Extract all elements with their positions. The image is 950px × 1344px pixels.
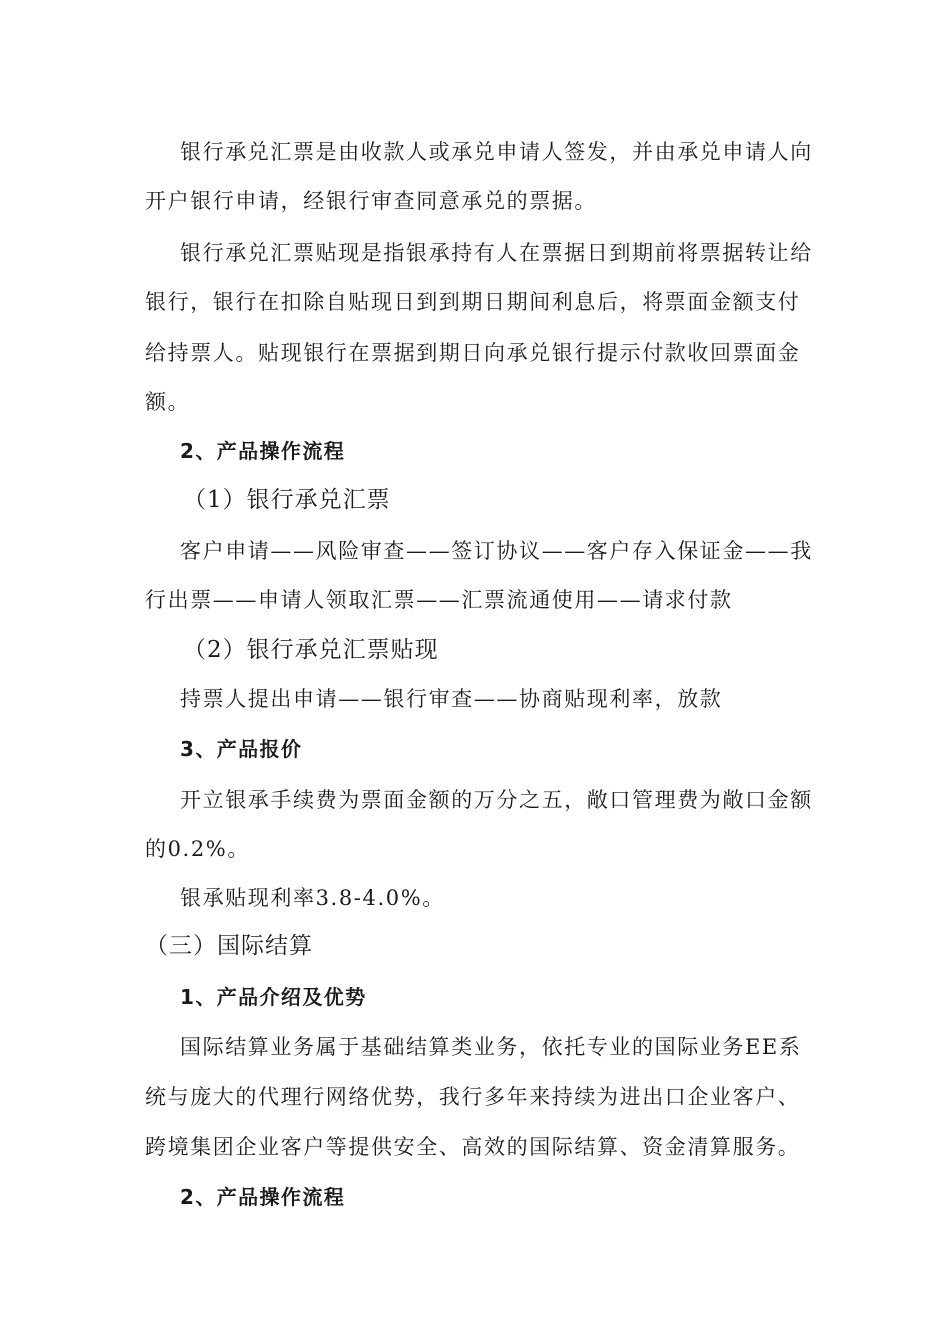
paragraph-line: 跨境集团企业客户等提供安全、高效的国际结算、资金清算服务。 [145,1135,801,1159]
paragraph-line: 给持票人。贴现银行在票据到期日向承兑银行提示付款收回票面金 [145,341,801,365]
paragraph-line: 行出票——申请人领取汇票——汇票流通使用——请求付款 [145,588,733,612]
paragraph-line: 银承贴现利率3.8-4.0%。 [180,886,445,910]
subsection-heading: （1）银行承兑汇票 [183,487,391,513]
section-heading: 2、产品操作流程 [180,1185,346,1209]
paragraph-line: 开立银承手续费为票面金额的万分之五，敞口管理费为敞口金额 [180,788,813,812]
paragraph-line: 客户申请——风险审查——签订协议——客户存入保证金——我 [180,539,813,563]
paragraph-line: 开户银行申请，经银行审查同意承兑的票据。 [145,189,597,213]
paragraph-line: 持票人提出申请——银行审查——协商贴现利率，放款 [180,687,723,711]
chapter-heading: （三）国际结算 [145,933,313,959]
paragraph-line: 国际结算业务属于基础结算类业务，依托专业的国际业务EE系 [180,1035,802,1059]
paragraph-line: 额。 [145,390,191,414]
paragraph-line: 统与庞大的代理行网络优势，我行多年来持续为进出口企业客户、 [145,1085,801,1109]
subsection-heading: （2）银行承兑汇票贴现 [183,637,439,663]
section-heading: 3、产品报价 [180,737,303,761]
paragraph-line: 银行承兑汇票贴现是指银承持有人在票据日到期前将票据转让给 [180,241,813,265]
section-heading: 2、产品操作流程 [180,439,346,463]
section-heading: 1、产品介绍及优势 [180,985,367,1009]
paragraph-line: 的0.2%。 [145,837,250,861]
paragraph-line: 银行承兑汇票是由收款人或承兑申请人签发，并由承兑申请人向 [180,140,813,164]
paragraph-line: 银行，银行在扣除自贴现日到到期日期间利息后，将票面金额支付 [145,290,801,314]
